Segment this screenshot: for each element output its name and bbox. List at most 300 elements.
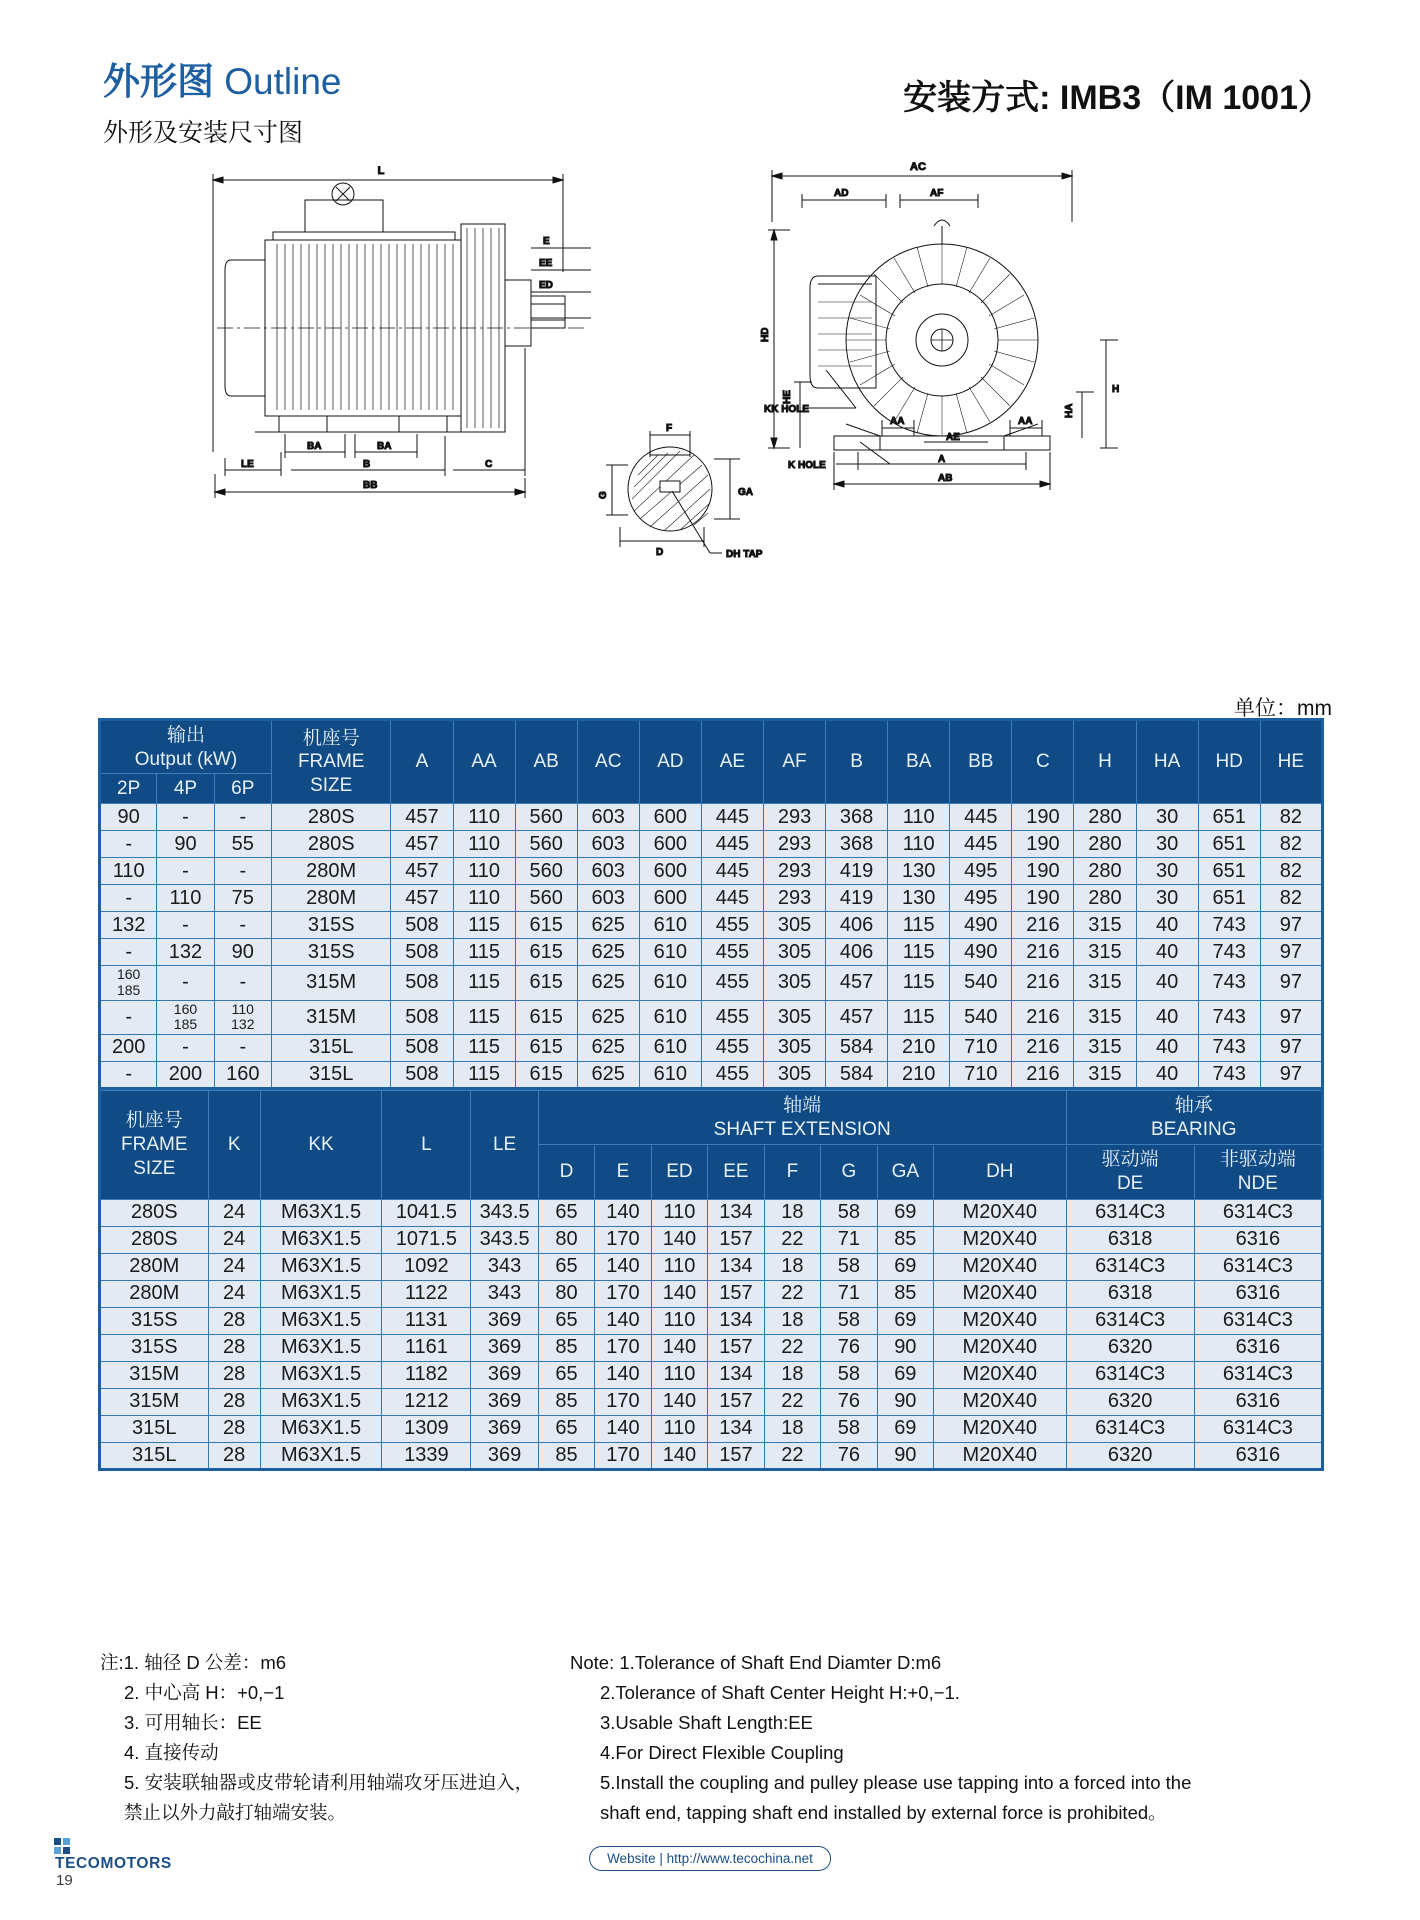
cell-HA: 40 (1136, 1034, 1198, 1061)
cell-HA: 30 (1136, 858, 1198, 885)
cell-E: 170 (595, 1226, 651, 1253)
cell-DH: M20X40 (934, 1361, 1067, 1388)
svg-text:BA: BA (377, 441, 392, 452)
svg-text:GA: GA (738, 487, 753, 498)
svg-text:B: B (363, 459, 371, 470)
header-col-AF: AF (763, 720, 825, 804)
table-row (100, 1388, 1323, 1415)
cell-output-6p: 55 (214, 831, 271, 858)
cell-BB: 540 (950, 1000, 1012, 1034)
cell-G: 71 (821, 1226, 877, 1253)
svg-text:ED: ED (539, 280, 553, 291)
note-line: 5.Install the coupling and pulley please use tapping into a forced into the (600, 1771, 1192, 1793)
cell-AD: 610 (639, 966, 701, 1000)
cell-EE: 134 (708, 1415, 764, 1442)
header-pole-6P: 6P (214, 773, 271, 804)
header-col-HA: HA (1136, 720, 1198, 804)
cell-BB: 445 (950, 804, 1012, 831)
cell-EE: 134 (708, 1199, 764, 1226)
cell-G: 58 (821, 1199, 877, 1226)
cell-AB: 615 (515, 939, 577, 966)
header-col-A: A (391, 720, 453, 804)
cell-output-4p: 90 (157, 831, 214, 858)
cell-LE: 369 (471, 1334, 538, 1361)
cell-AC: 625 (577, 1000, 639, 1034)
cell-AA: 115 (453, 1000, 515, 1034)
header2-bearing-en: BEARING (1151, 1118, 1237, 1140)
table-row (100, 1000, 1323, 1034)
header-frame-size-label: SIZE (310, 775, 353, 796)
cell-AE: 445 (701, 885, 763, 912)
logo-mark-icon (54, 1838, 70, 1854)
cell-BA: 110 (888, 804, 950, 831)
cell-BB: 710 (950, 1034, 1012, 1061)
svg-text:E: E (543, 236, 550, 247)
cell-D: 65 (538, 1253, 594, 1280)
cell-ED: 110 (651, 1199, 707, 1226)
cell-AF: 293 (763, 804, 825, 831)
cell-F: 18 (764, 1253, 820, 1280)
cell-AC: 625 (577, 1061, 639, 1088)
cell-HD: 651 (1198, 831, 1260, 858)
cell-L: 1131 (382, 1307, 471, 1334)
website-link[interactable]: Website | http://www.tecochina.net (589, 1846, 831, 1871)
cell-AA: 115 (453, 912, 515, 939)
header-col-AC: AC (577, 720, 639, 804)
cell-HD: 651 (1198, 804, 1260, 831)
cell-GA: 90 (877, 1442, 933, 1469)
table-row (100, 858, 1323, 885)
cell-bearing-NDE: 6316 (1194, 1388, 1322, 1415)
cell-ED: 110 (651, 1253, 707, 1280)
cell-EE: 134 (708, 1307, 764, 1334)
cell-L: 1071.5 (382, 1226, 471, 1253)
cell-B: 406 (826, 939, 888, 966)
cell-AF: 293 (763, 831, 825, 858)
header-col-HD: HD (1198, 720, 1260, 804)
cell-AC: 625 (577, 1034, 639, 1061)
header2-col-F: F (764, 1145, 820, 1200)
cell-bearing-DE: 6314C3 (1066, 1361, 1194, 1388)
cell-GA: 69 (877, 1415, 933, 1442)
cell-LE: 343 (471, 1253, 538, 1280)
table-row (100, 1226, 1323, 1253)
cell-AB: 560 (515, 858, 577, 885)
cell-AC: 603 (577, 858, 639, 885)
header2-col-E: E (595, 1145, 651, 1200)
cell-KK: M63X1.5 (260, 1307, 382, 1334)
cell-BA: 115 (888, 939, 950, 966)
cell-BB: 445 (950, 831, 1012, 858)
cell-output-4p: - (157, 912, 214, 939)
cell-HA: 40 (1136, 912, 1198, 939)
cell-AD: 600 (639, 804, 701, 831)
cell-F: 22 (764, 1280, 820, 1307)
header2-col-ED: ED (651, 1145, 707, 1200)
svg-text:A: A (938, 454, 946, 465)
svg-text:AC: AC (910, 161, 926, 173)
cell-AF: 305 (763, 1034, 825, 1061)
cell-AF: 305 (763, 966, 825, 1000)
cell-BB: 495 (950, 858, 1012, 885)
cell-HE: 97 (1260, 1000, 1322, 1034)
cell-frame-size: 315L (100, 1415, 209, 1442)
table-row (100, 1334, 1323, 1361)
svg-text:BA: BA (307, 441, 322, 452)
cell-output-2p: - (100, 939, 157, 966)
cell-HA: 30 (1136, 804, 1198, 831)
cell-output-4p: - (157, 858, 214, 885)
cell-G: 76 (821, 1442, 877, 1469)
table-1-header (100, 720, 1323, 804)
cell-output-6p: - (214, 858, 271, 885)
cell-G: 58 (821, 1415, 877, 1442)
table-row (100, 1061, 1323, 1088)
cell-bearing-NDE: 6316 (1194, 1280, 1322, 1307)
svg-text:H: H (1112, 384, 1120, 395)
cell-bearing-DE: 6320 (1066, 1442, 1194, 1469)
cell-output-4p: - (157, 804, 214, 831)
cell-C: 216 (1012, 912, 1074, 939)
svg-text:AE: AE (946, 432, 960, 443)
unit-note: 单位：mm (1234, 697, 1332, 720)
cell-AA: 110 (453, 831, 515, 858)
cell-G: 76 (821, 1334, 877, 1361)
cell-D: 85 (538, 1388, 594, 1415)
page-subtitle: 外形及安装尺寸图 (103, 118, 304, 147)
cell-EE: 157 (708, 1334, 764, 1361)
page-number: 19 (56, 1872, 73, 1889)
cell-HA: 30 (1136, 885, 1198, 912)
cell-AF: 305 (763, 912, 825, 939)
cell-KK: M63X1.5 (260, 1226, 382, 1253)
svg-text:C: C (485, 459, 493, 470)
cell-DH: M20X40 (934, 1199, 1067, 1226)
cell-DH: M20X40 (934, 1307, 1067, 1334)
header2-frame-en: FRAME (121, 1134, 188, 1156)
cell-GA: 85 (877, 1280, 933, 1307)
cell-AC: 625 (577, 966, 639, 1000)
cell-AA: 115 (453, 939, 515, 966)
header-output-zh: 输出 (166, 725, 205, 746)
cell-E: 140 (595, 1253, 651, 1280)
cell-AC: 603 (577, 885, 639, 912)
cell-output-4p: - (157, 966, 214, 1000)
cell-L: 1339 (382, 1442, 471, 1469)
cell-A: 508 (391, 939, 453, 966)
cell-frame-size: 315M (271, 966, 390, 1000)
cell-bearing-DE: 6318 (1066, 1280, 1194, 1307)
cell-ED: 110 (651, 1415, 707, 1442)
cell-output-2p: 132 (100, 912, 157, 939)
cell-C: 190 (1012, 885, 1074, 912)
cell-AF: 293 (763, 858, 825, 885)
header-pole-4P: 4P (157, 773, 214, 804)
cell-B: 457 (826, 1000, 888, 1034)
cell-output-4p: 132 (157, 939, 214, 966)
cell-A: 508 (391, 1034, 453, 1061)
header2-col-bearing-nde (1194, 1145, 1322, 1200)
header2-de-en: DE (1116, 1173, 1144, 1195)
header2-frame-size (100, 1090, 209, 1199)
cell-AD: 610 (639, 939, 701, 966)
cell-output-6p: - (214, 804, 271, 831)
cell-B: 419 (826, 858, 888, 885)
svg-text:G: G (598, 491, 609, 499)
note-line: Note: 1.Tolerance of Shaft End Diamter D:m6 (570, 1652, 942, 1673)
cell-AB: 560 (515, 831, 577, 858)
cell-K: 28 (208, 1442, 260, 1469)
svg-text:AF: AF (930, 188, 944, 199)
cell-AD: 610 (639, 1000, 701, 1034)
cell-L: 1122 (382, 1280, 471, 1307)
svg-text:HA: HA (1064, 403, 1075, 418)
table-row (100, 912, 1323, 939)
cell-AB: 615 (515, 1000, 577, 1034)
header2-de-zh: 驱动端 (1101, 1149, 1159, 1171)
cell-output-6p: - (214, 1034, 271, 1061)
cell-DH: M20X40 (934, 1280, 1067, 1307)
cell-AF: 305 (763, 939, 825, 966)
cell-frame-size: 315L (271, 1034, 390, 1061)
cell-F: 18 (764, 1199, 820, 1226)
cell-KK: M63X1.5 (260, 1361, 382, 1388)
cell-bearing-DE: 6320 (1066, 1388, 1194, 1415)
cell-output-4p: 110 (157, 885, 214, 912)
cell-frame-size: 315M (100, 1388, 209, 1415)
cell-output-2p: 200 (100, 1034, 157, 1061)
cell-K: 28 (208, 1361, 260, 1388)
cell-output-6p: - (214, 912, 271, 939)
cell-frame-size: 315S (271, 912, 390, 939)
cell-output-6p: 90 (214, 939, 271, 966)
cell-GA: 69 (877, 1253, 933, 1280)
cell-HD: 743 (1198, 966, 1260, 1000)
cell-AB: 560 (515, 885, 577, 912)
cell-B: 368 (826, 804, 888, 831)
cell-K: 24 (208, 1199, 260, 1226)
cell-KK: M63X1.5 (260, 1280, 382, 1307)
header2-col-D: D (538, 1145, 594, 1200)
cell-LE: 369 (471, 1361, 538, 1388)
cell-AA: 110 (453, 858, 515, 885)
cell-HE: 97 (1260, 939, 1322, 966)
svg-text:K HOLE: K HOLE (788, 460, 826, 471)
cell-D: 80 (538, 1226, 594, 1253)
header2-bearing-group (1066, 1090, 1322, 1145)
cell-HA: 40 (1136, 1000, 1198, 1034)
cell-AE: 445 (701, 831, 763, 858)
cell-AC: 625 (577, 912, 639, 939)
brand-logo (54, 1838, 172, 1873)
cell-BB: 495 (950, 885, 1012, 912)
header-col-BA: BA (888, 720, 950, 804)
cell-C: 190 (1012, 858, 1074, 885)
cell-frame-size: 280M (100, 1253, 209, 1280)
cell-output-4p: 160 185 (157, 1000, 214, 1034)
cell-AB: 615 (515, 1034, 577, 1061)
cell-bearing-NDE: 6314C3 (1194, 1415, 1322, 1442)
table-row (100, 804, 1323, 831)
header2-col-bearing-de (1066, 1145, 1194, 1200)
page-footer (0, 1838, 1420, 1908)
page-title (103, 62, 342, 103)
header2-col-EE: EE (708, 1145, 764, 1200)
svg-text:AA: AA (1018, 416, 1033, 427)
cell-DH: M20X40 (934, 1226, 1067, 1253)
cell-frame-size: 280M (100, 1280, 209, 1307)
cell-HE: 97 (1260, 1034, 1322, 1061)
cell-AA: 115 (453, 1061, 515, 1088)
cell-HA: 40 (1136, 1061, 1198, 1088)
cell-AC: 603 (577, 831, 639, 858)
cell-H: 315 (1074, 939, 1136, 966)
cell-H: 280 (1074, 804, 1136, 831)
cell-B: 584 (826, 1034, 888, 1061)
cell-HD: 651 (1198, 858, 1260, 885)
svg-text:HD: HD (760, 327, 771, 342)
svg-text:KK HOLE: KK HOLE (764, 404, 809, 415)
cell-frame-size: 315S (100, 1334, 209, 1361)
cell-LE: 369 (471, 1442, 538, 1469)
cell-output-6p: 160 (214, 1061, 271, 1088)
cell-output-2p: - (100, 1000, 157, 1034)
cell-B: 584 (826, 1061, 888, 1088)
cell-C: 216 (1012, 1000, 1074, 1034)
cell-BA: 130 (888, 858, 950, 885)
cell-AD: 610 (639, 912, 701, 939)
cell-A: 508 (391, 1000, 453, 1034)
cell-H: 315 (1074, 1034, 1136, 1061)
cell-C: 216 (1012, 1034, 1074, 1061)
cell-E: 170 (595, 1388, 651, 1415)
cell-BB: 490 (950, 912, 1012, 939)
cell-HD: 743 (1198, 912, 1260, 939)
cell-D: 65 (538, 1415, 594, 1442)
table-row (100, 1361, 1323, 1388)
header-col-AB: AB (515, 720, 577, 804)
cell-LE: 369 (471, 1307, 538, 1334)
cell-HE: 97 (1260, 966, 1322, 1000)
svg-text:AD: AD (834, 188, 849, 199)
cell-AE: 455 (701, 1000, 763, 1034)
cell-C: 216 (1012, 1061, 1074, 1088)
cell-frame-size: 280S (271, 831, 390, 858)
cell-AD: 600 (639, 831, 701, 858)
cell-L: 1212 (382, 1388, 471, 1415)
cell-frame-size: 280M (271, 885, 390, 912)
cell-bearing-NDE: 6314C3 (1194, 1199, 1322, 1226)
table-2-body (100, 1199, 1323, 1469)
cell-E: 140 (595, 1199, 651, 1226)
cell-F: 22 (764, 1388, 820, 1415)
svg-text:BB: BB (363, 480, 378, 491)
outline-drawings (0, 152, 1420, 720)
cell-G: 76 (821, 1388, 877, 1415)
cell-bearing-DE: 6314C3 (1066, 1415, 1194, 1442)
header2-shaft-zh: 轴端 (783, 1094, 822, 1116)
header-frame-zh: 机座号 (302, 727, 360, 749)
cell-H: 280 (1074, 831, 1136, 858)
cell-AB: 615 (515, 1061, 577, 1088)
svg-text:DH TAP: DH TAP (726, 549, 763, 560)
cell-bearing-DE: 6318 (1066, 1226, 1194, 1253)
cell-F: 22 (764, 1442, 820, 1469)
cell-K: 28 (208, 1388, 260, 1415)
cell-E: 140 (595, 1307, 651, 1334)
cell-output-4p: 200 (157, 1061, 214, 1088)
cell-H: 315 (1074, 1061, 1136, 1088)
header2-col-DH: DH (934, 1145, 1067, 1200)
header2-col-LE: LE (471, 1090, 538, 1199)
cell-AC: 625 (577, 939, 639, 966)
cell-GA: 69 (877, 1307, 933, 1334)
cell-BA: 130 (888, 885, 950, 912)
header-output-en: Output (kW) (134, 748, 238, 770)
cell-HD: 743 (1198, 939, 1260, 966)
mounting-type-title: 安装方式: IMB3（IM 1001） (903, 79, 1332, 117)
cell-E: 170 (595, 1280, 651, 1307)
cell-AB: 615 (515, 966, 577, 1000)
cell-output-6p: 75 (214, 885, 271, 912)
header2-frame-size-label: SIZE (133, 1157, 176, 1179)
cell-BA: 115 (888, 966, 950, 1000)
cell-F: 18 (764, 1361, 820, 1388)
cell-BA: 210 (888, 1061, 950, 1088)
note-line: 注:1. 轴径 D 公差：m6 (100, 1652, 287, 1673)
header-pole-2P: 2P (100, 773, 157, 804)
cell-H: 315 (1074, 912, 1136, 939)
cell-AE: 455 (701, 966, 763, 1000)
cell-HA: 40 (1136, 939, 1198, 966)
cell-C: 216 (1012, 939, 1074, 966)
cell-AD: 610 (639, 1061, 701, 1088)
cell-K: 28 (208, 1307, 260, 1334)
cell-D: 65 (538, 1199, 594, 1226)
cell-ED: 140 (651, 1226, 707, 1253)
cell-BB: 490 (950, 939, 1012, 966)
header2-bearing-zh: 轴承 (1174, 1094, 1213, 1116)
dimensions-table-2 (98, 1090, 1324, 1471)
note-line: 禁止以外力敲打轴端安装。 (124, 1801, 347, 1823)
note-line: 3.Usable Shaft Length:EE (600, 1711, 813, 1733)
cell-AE: 445 (701, 858, 763, 885)
header2-frame-zh: 机座号 (125, 1110, 183, 1132)
cell-H: 315 (1074, 966, 1136, 1000)
cell-frame-size: 315M (271, 1000, 390, 1034)
cell-BA: 210 (888, 1034, 950, 1061)
cell-H: 280 (1074, 885, 1136, 912)
cell-ED: 110 (651, 1361, 707, 1388)
cell-F: 18 (764, 1415, 820, 1442)
cell-ED: 110 (651, 1307, 707, 1334)
cell-D: 65 (538, 1307, 594, 1334)
brand-name: TECOMOTORS (55, 1855, 172, 1872)
cell-AE: 445 (701, 804, 763, 831)
cell-K: 24 (208, 1253, 260, 1280)
cell-AB: 560 (515, 804, 577, 831)
cell-BB: 710 (950, 1061, 1012, 1088)
cell-H: 280 (1074, 858, 1136, 885)
notes-chinese (100, 1648, 570, 1828)
cell-C: 216 (1012, 966, 1074, 1000)
motor-side-view-drawing (195, 152, 625, 592)
cell-A: 457 (391, 831, 453, 858)
cell-D: 65 (538, 1361, 594, 1388)
cell-KK: M63X1.5 (260, 1334, 382, 1361)
cell-bearing-NDE: 6314C3 (1194, 1361, 1322, 1388)
svg-text:F: F (666, 423, 673, 434)
